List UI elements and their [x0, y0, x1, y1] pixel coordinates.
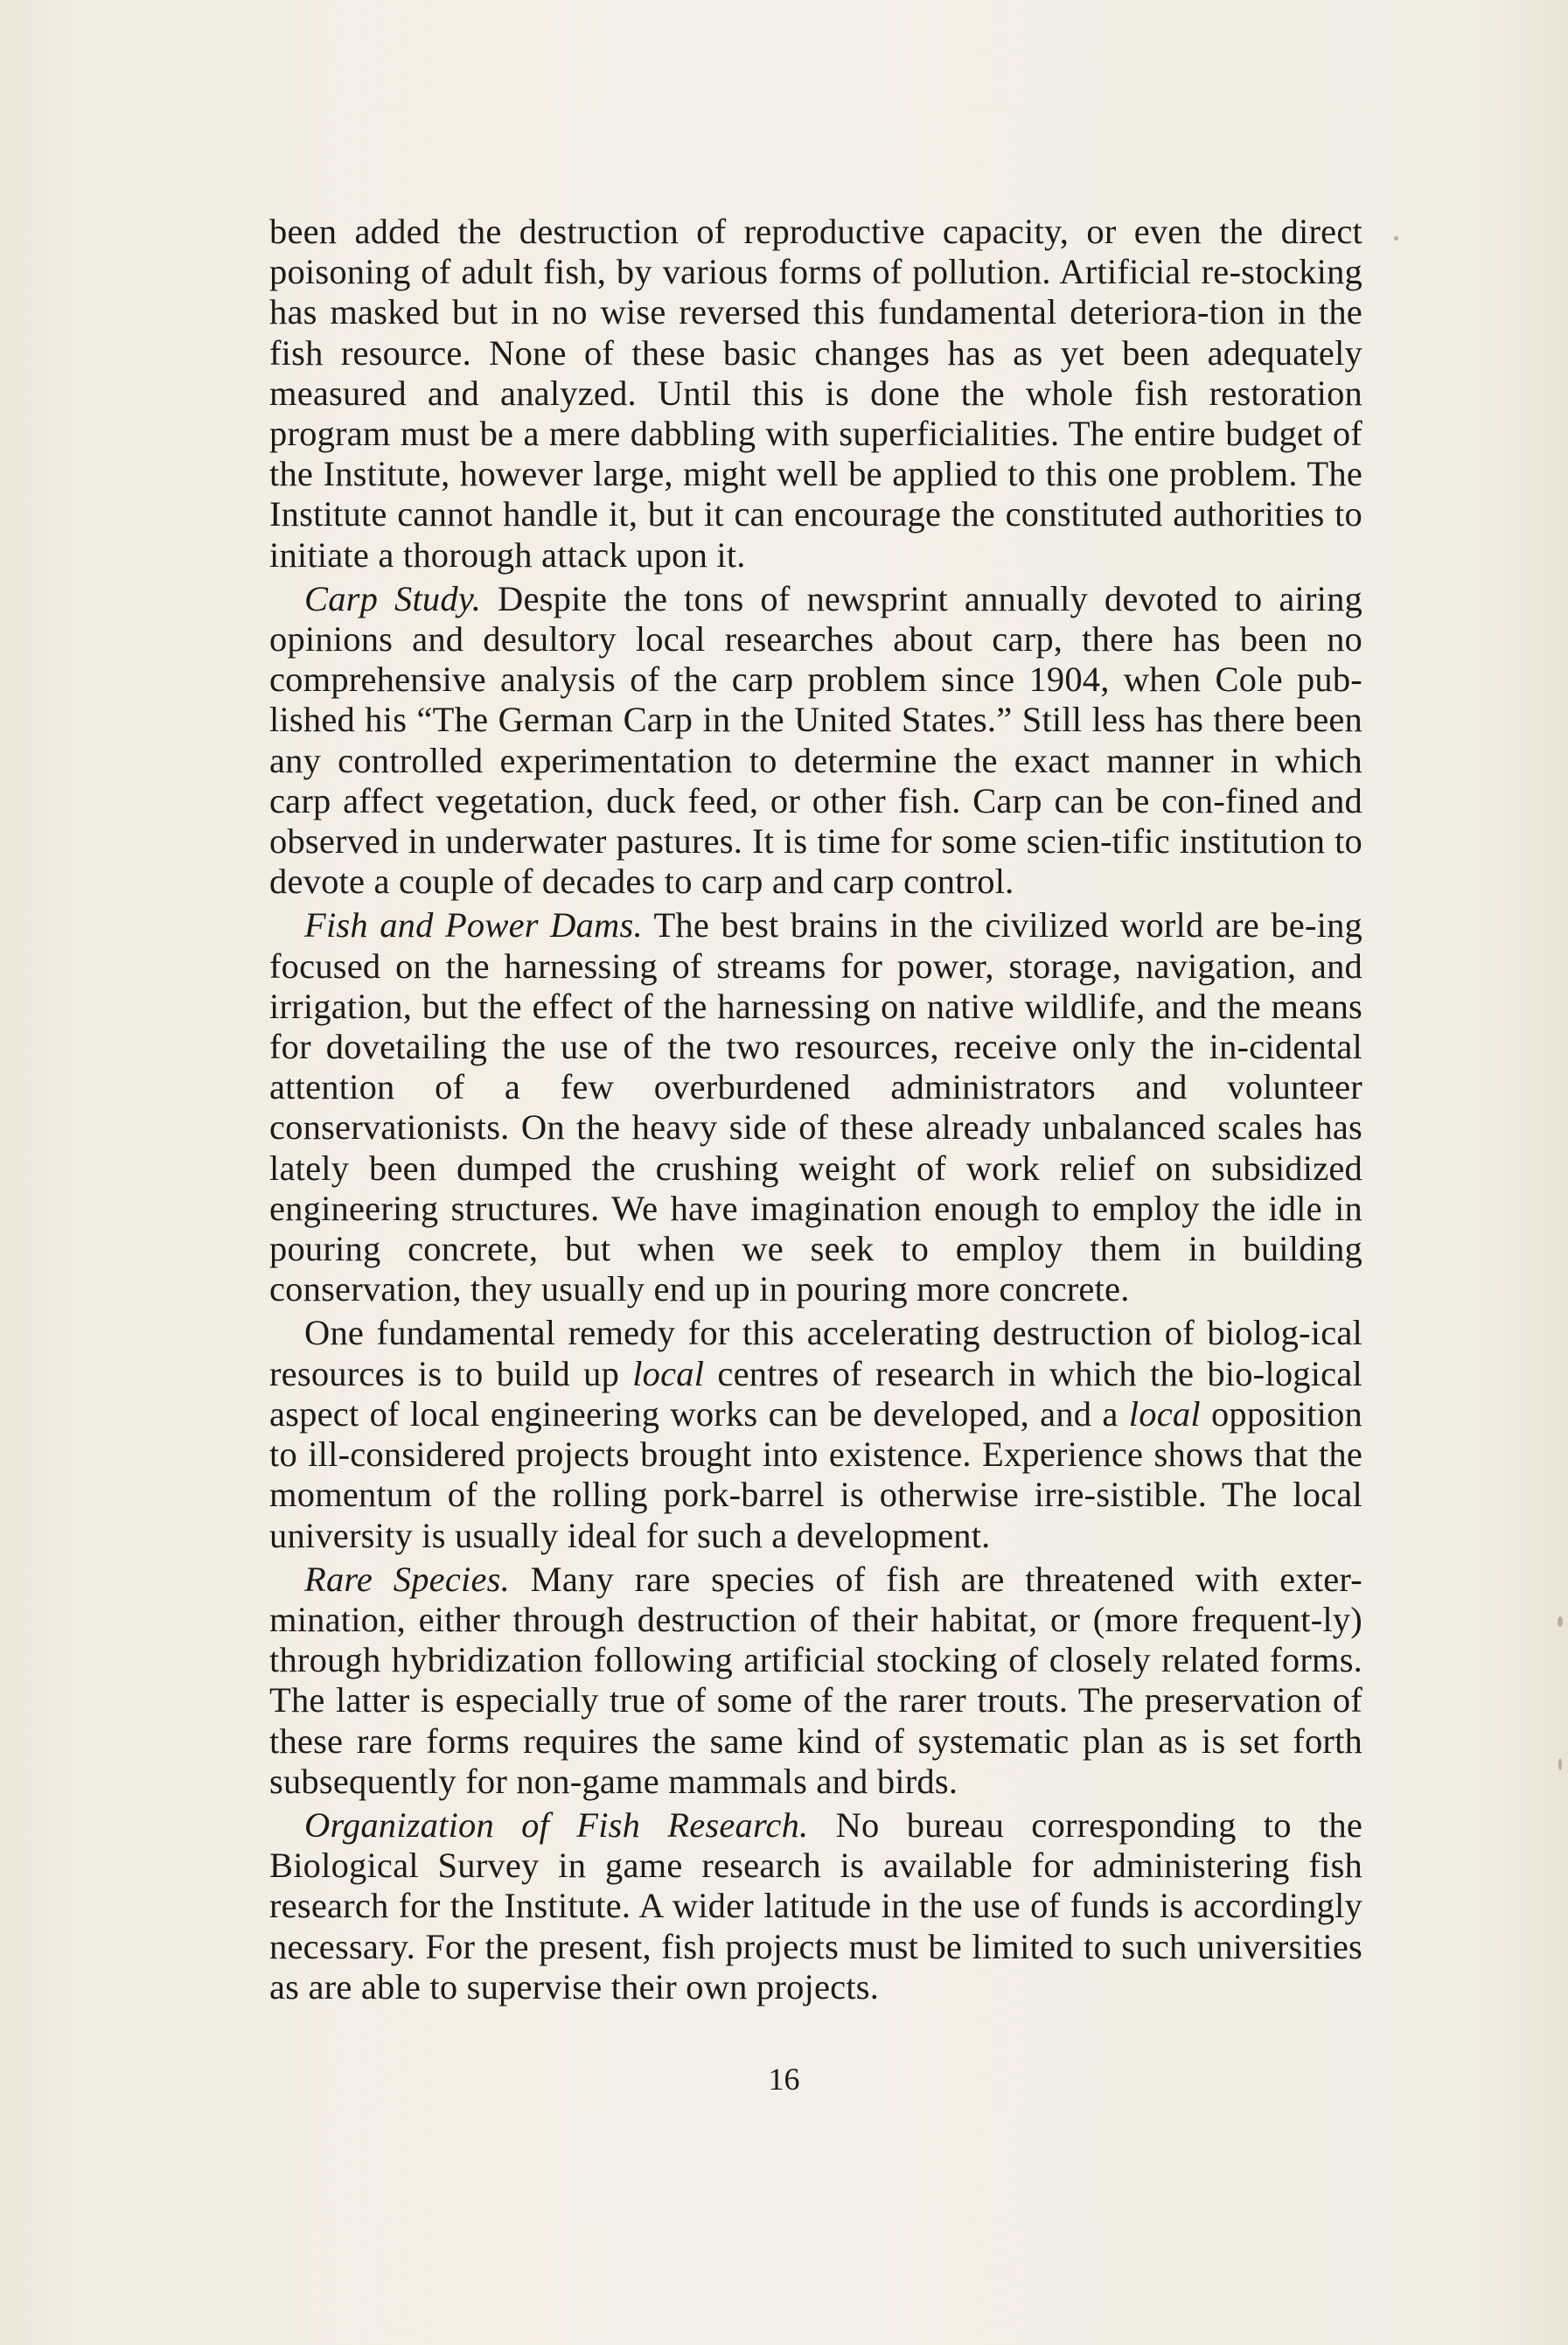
paragraph-text: been added the destruction of reproductive capacity, or even the direct poisoning of adult fish, by various forms of pollution. Artificial re-stocking has masked but in no wise reversed this fundamental deteriora-tion in the fish resource. None of these basic changes has as yet been adequately measured and analyzed. Until this is done the whole fish restoration program must be a mere dabbling with superficialities. The entire budget of the Institute, however large, might well be applied to this one problem. The Institute cannot handle it, but it can encourage the constituted authorities to initiate a thorough attack upon it.	[269, 212, 1362, 575]
paragraph-heading: Carp Study.	[304, 578, 482, 618]
body-text	[269, 212, 1362, 2011]
paper-speck	[1558, 1616, 1563, 1627]
paragraph-text: centres of research in which the bio-logical aspect of local engineering works can be developed, and a	[269, 1353, 1362, 1434]
paper-speck	[1394, 236, 1398, 241]
emphasis-text: local	[632, 1353, 705, 1393]
paragraph-heading: Rare Species.	[304, 1559, 510, 1599]
paragraph-text: The best brains in the civilized world are be-ing focused on the harnessing of streams for power, storage, navigation, and irrigation, but the effect of the harnessing on native wildlife, and the means for dovetailing the use of the two resources, receive only the in-cidental attention of a few overburdened administrators and volunteer conservationists. On the heavy side of these already unbalanced scales has lately been dumped the crushing weight of work relief on subsidized engineering structures. We have imagination enough to employ the idle in pouring concrete, but when we seek to employ them in building conservation, they usually end up in pouring more concrete.	[269, 905, 1362, 1309]
paragraph	[269, 212, 1362, 576]
paragraph-heading: Organization of Fish Research.	[304, 1804, 809, 1845]
paragraph-text: One fundamental remedy for this accelerating destruction of biolog-ical resources is to build up	[269, 1313, 1362, 1393]
emphasis-text: local	[1128, 1393, 1201, 1434]
page-number: 16	[768, 2062, 800, 2097]
paragraph-text: No bureau corresponding to the Biological Survey in game research is available for administering fish research for the Institute. A wider latitude in the use of funds is accordingly necessary. For the present, fish projects must be limited to such universities as are able to supervise their own projects.	[269, 1804, 1362, 2007]
paper-speck	[1558, 1758, 1562, 1770]
paragraph	[269, 1313, 1362, 1555]
paragraph-heading: Fish and Power Dams.	[304, 905, 643, 946]
paragraph	[269, 1560, 1362, 1802]
paragraph	[269, 905, 1362, 1309]
paragraph	[269, 579, 1362, 903]
paragraph	[269, 1805, 1362, 2007]
paragraph-text: Despite the tons of newsprint annually devoted to airing opinions and desultory local researches about carp, there has been no comprehensive analysis of the carp problem since 1904, when Cole pub-lished his “The German Carp in the United States.” Still less has there been any controlled experimentation to determine the exact manner in which carp affect vegetation, duck feed, or other fish. Carp can be con-fined and observed in underwater pastures. It is time for some scien-tific institution to devote a couple of decades to carp and carp control.	[269, 578, 1362, 902]
paragraph-text: Many rare species of fish are threatened with exter-mination, either through destruction of their habitat, or (more frequent-ly) through hybridization following artificial stocking of closely related forms. The latter is especially true of some of the rarer trouts. The preservation of these rare forms requires the same kind of systematic plan as is set forth subsequently for non-game mammals and birds.	[269, 1559, 1362, 1801]
paragraph-text: opposition to ill-considered projects brought into existence. Experience shows that the momentum of the rolling pork-barrel is otherwise irre-sistible. The local university is usually ideal for such a development.	[269, 1393, 1362, 1555]
